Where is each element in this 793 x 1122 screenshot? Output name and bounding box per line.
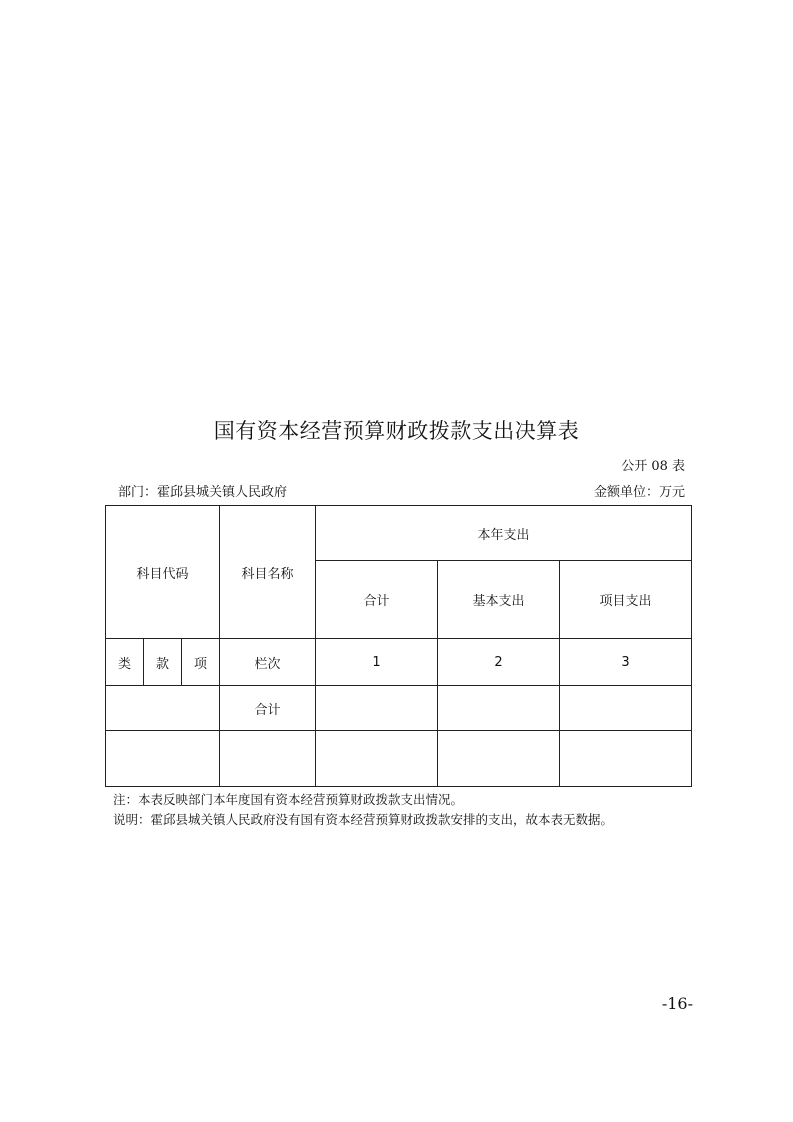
empty-total-cell	[316, 731, 438, 787]
page-title: 国有资本经营预算财政拨款支出决算表	[213, 419, 580, 443]
total-label: 合计	[220, 686, 316, 731]
table-code: 公开 08 表	[621, 459, 685, 474]
sub-item: 项	[182, 639, 220, 686]
header-row	[106, 506, 692, 561]
empty-project-cell	[560, 731, 692, 787]
sub-category: 类	[106, 639, 144, 686]
index-1: 1	[316, 639, 438, 686]
total-row	[106, 686, 692, 731]
header-total: 合计	[316, 561, 438, 639]
empty-code-cell	[106, 731, 220, 787]
explanation-text: 说明：霍邱县城关镇人民政府没有国有资本经营预算财政拨款安排的支出，故本表无数据。	[113, 812, 614, 827]
empty-name-cell	[220, 731, 316, 787]
note-text: 注：本表反映部门本年度国有资本经营预算财政拨款支出情况。	[113, 792, 464, 807]
header-current-year: 本年支出	[316, 506, 692, 561]
page-number: -16-	[661, 994, 693, 1013]
empty-basic-cell	[438, 731, 560, 787]
unit-label: 金额单位：万元	[593, 485, 685, 500]
header-subject-name: 科目名称	[220, 506, 316, 639]
total-value-cell	[316, 686, 438, 731]
total-code-cell	[106, 686, 220, 731]
total-project-cell	[560, 686, 692, 731]
header-subject-code: 科目代码	[106, 506, 220, 639]
index-2: 2	[438, 639, 560, 686]
index-row	[106, 639, 692, 686]
header-project: 项目支出	[560, 561, 692, 639]
total-basic-cell	[438, 686, 560, 731]
sub-section: 款	[144, 639, 182, 686]
department-label: 部门：霍邱县城关镇人民政府	[118, 485, 288, 500]
index-3: 3	[560, 639, 692, 686]
notes-block	[113, 790, 613, 830]
header-basic: 基本支出	[438, 561, 560, 639]
row-index-label: 栏次	[220, 639, 316, 686]
empty-row	[106, 731, 692, 787]
budget-table	[105, 505, 692, 787]
